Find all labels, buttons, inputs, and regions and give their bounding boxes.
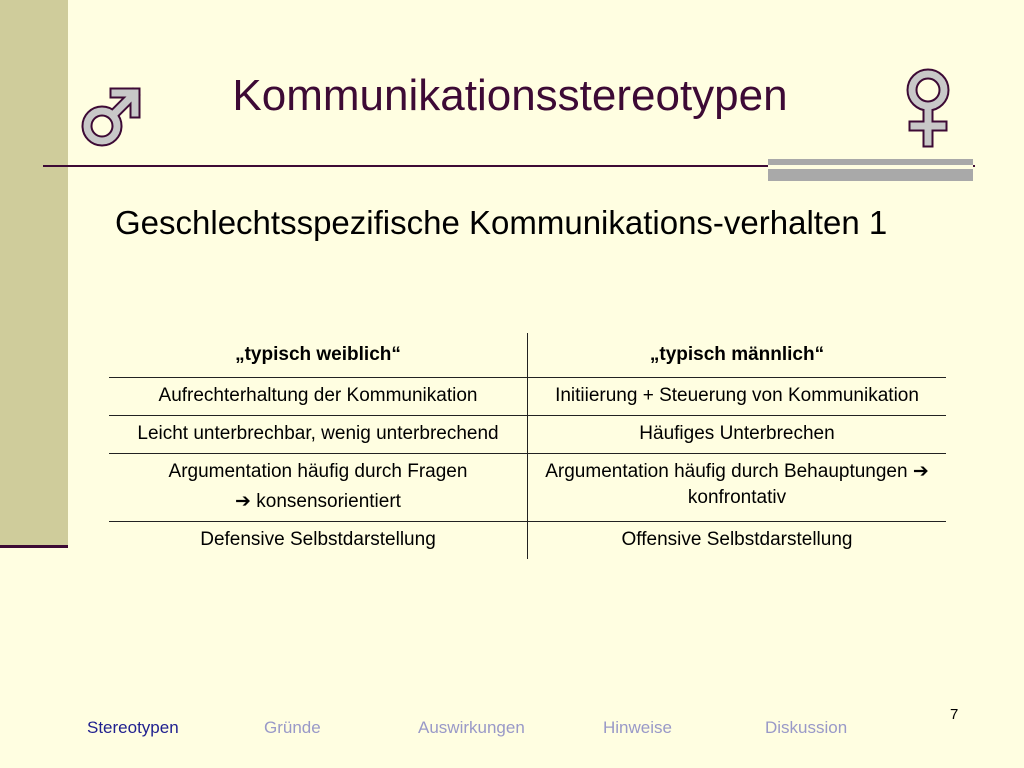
table-cell: Offensive Selbstdarstellung: [621, 529, 853, 550]
table-row: [109, 416, 946, 454]
nav-link-stereotypen[interactable]: Stereotypen: [87, 718, 179, 737]
comparison-table: [109, 333, 946, 559]
female-symbol-icon: [902, 68, 954, 148]
cell-text-line: Argumentation häufig durch Fragen: [168, 461, 468, 482]
table-cell: Defensive Selbstdarstellung: [109, 522, 528, 560]
footer-navigation: [0, 718, 1024, 742]
table-cell: Leicht unterbrechbar, wenig unterbrechend: [109, 416, 528, 454]
slide-title: Kommunikationsstereotypen: [232, 71, 788, 120]
table-row: [109, 454, 946, 522]
table-cell: Häufiges Unterbrechen: [639, 423, 835, 444]
column-header-male: „typisch männlich“: [649, 344, 825, 365]
cell-text-line: ➔ konsensorientiert: [235, 491, 401, 512]
column-header-female: „typisch weiblich“: [109, 333, 528, 378]
male-symbol-icon: [78, 82, 144, 150]
nav-link-diskussion[interactable]: Diskussion: [765, 718, 848, 737]
table-cell: [109, 454, 528, 522]
nav-link-hinweise[interactable]: Hinweise: [603, 718, 672, 737]
table-row: [109, 378, 946, 416]
slide-subtitle: Geschlechtsspezifische Kommunikations-verhalten 1: [115, 204, 888, 241]
sidebar-accent-line: [0, 545, 68, 548]
table-cell: Argumentation häufig durch Behauptungen ➔ konfrontativ: [545, 461, 929, 508]
table-cell: Aufrechterhaltung der Kommunikation: [109, 378, 528, 416]
table-row: [109, 522, 946, 560]
nav-link-auswirkungen[interactable]: Auswirkungen: [418, 718, 525, 737]
title-divider-accent: [768, 159, 973, 181]
table-cell: Initiierung + Steuerung von Kommunikation: [555, 385, 919, 406]
page-number: 7: [950, 706, 959, 723]
nav-link-gruende[interactable]: Gründe: [264, 718, 321, 737]
table-header-row: [109, 333, 946, 378]
sidebar-accent: [0, 0, 68, 545]
